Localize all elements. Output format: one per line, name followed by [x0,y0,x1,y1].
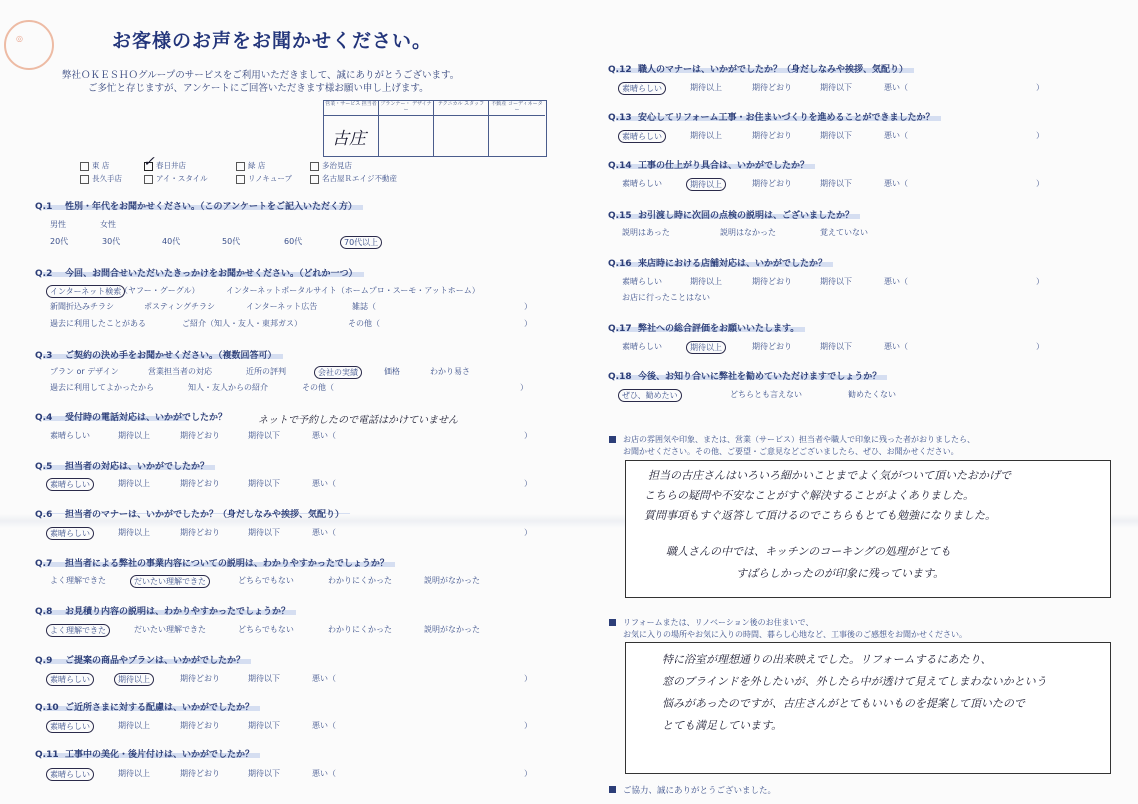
rating-as-expected[interactable]: 期待どおり [180,479,220,488]
question-q6 [35,507,344,520]
rating-below[interactable]: 期待以下 [820,83,852,92]
rating-bad[interactable]: 悪い（ [884,131,908,140]
question-text: 性別・年代をお聞かせください。（このアンケートをご記入いただく方） [65,202,357,212]
rating-bad[interactable]: 悪い（ [312,528,336,537]
rating-above[interactable]: 期待以上 [118,528,150,537]
rating-bad[interactable]: 悪い（ [312,431,336,440]
question-number: Q.11 [35,750,59,760]
intro-line-1: 弊社ＯＫＥＳＨＯグループのサービスをご利用いただきまして、誠にありがとうございます。 [62,70,460,81]
rating-below[interactable]: 期待以下 [820,342,852,351]
store-checkbox[interactable] [80,162,89,171]
staff-header-planner: プランナー・ デザイナー [379,101,434,115]
question-q13 [608,110,935,123]
q4-handwritten-note: ネットで予約したので電話はかけていません [258,415,458,426]
rating-excellent-selected[interactable]: 素晴らしい [618,82,666,95]
rating-above[interactable]: 期待以上 [118,431,150,440]
question-q4 [35,410,227,423]
thanks-label: ご協力、誠にありがとうございました。 [623,786,777,796]
store-label: 緑 店 [248,161,266,170]
store-checkbox[interactable] [236,162,245,171]
option-age[interactable]: 20代 [50,237,69,246]
option-internet-search[interactable]: インターネット検索 [46,285,125,298]
rating-excellent-selected[interactable]: 素晴らしい [46,768,94,781]
comment1-line: すばらしかったのが印象に残っています。 [736,567,945,580]
rating-below[interactable]: 期待以下 [248,479,280,488]
rating-bad[interactable]: 悪い（ [884,83,908,92]
store-label: 東 店 [92,161,110,170]
comment1-box[interactable] [625,460,1111,598]
staff-cell-planner [379,115,434,157]
rating-as-expected[interactable]: 期待どおり [180,769,220,778]
option-sales-response[interactable]: 営業担当者の対応 [148,367,212,376]
paren-close: ） [524,319,532,328]
option-understood-well-selected[interactable]: よく理解できた [46,624,110,637]
paren-close: ） [1036,277,1044,286]
paren-close: ） [524,769,532,778]
question-text: 工事中の美化・後片付けは、いかがでしたか？ [65,750,255,760]
rating-bad[interactable]: 悪い（ [884,342,908,351]
option-female[interactable]: 女性 [100,220,116,229]
question-text: 担当者による弊社の事業内容についての説明は、わかりやすかったでしょうか？ [65,559,389,569]
question-q11 [35,747,254,760]
option-not-explained[interactable]: 説明はなかった [720,228,776,237]
rating-above[interactable]: 期待以上 [690,83,722,92]
question-number: Q.7 [35,559,53,569]
rating-as-expected[interactable]: 期待どおり [752,277,792,286]
question-number: Q.18 [608,372,632,382]
question-q10 [35,700,254,713]
option-price[interactable]: 価格 [384,367,400,376]
question-text: 来店時における店舗対応は、いかがでしたか？ [638,259,828,269]
paren-close: ） [524,302,532,311]
rating-excellent[interactable]: 素晴らしい [622,277,662,286]
option-posting[interactable]: ポスティングチラシ [144,302,216,311]
comment2-line: 窓のブラインドを外したいが、外したら中が透けて見えてしまわないかという [662,675,1047,688]
comment2-line: 特に浴室が理想通りの出来映えでした。リフォームするにあたり、 [662,653,992,666]
rating-excellent-selected[interactable]: 素晴らしい [46,673,94,686]
question-number: Q.6 [35,510,53,520]
option-age[interactable]: 60代 [284,237,303,246]
question-q8 [35,604,290,617]
comment1-line: 職人さんの中では、キッチンのコーキングの処理がとても [666,545,951,558]
rating-as-expected[interactable]: 期待どおり [752,342,792,351]
paren-close: ） [524,721,532,730]
rating-as-expected[interactable]: 期待どおり [180,528,220,537]
option-hard[interactable]: わかりにくかった [328,625,392,634]
rating-above-selected[interactable]: 期待以上 [114,673,154,686]
question-number: Q.1 [35,202,53,212]
rating-below[interactable]: 期待以下 [248,674,280,683]
question-text: 担当者のマナーは、いかがでしたか？（身だしなみや挨拶、気配り） [65,510,345,520]
rating-above[interactable]: 期待以上 [690,277,722,286]
question-text: 安心してリフォーム工事・お住まいづくりを進めることができましたか？ [638,113,935,123]
question-number: Q.14 [608,161,632,171]
staff-cell-sales [324,115,379,157]
rating-bad[interactable]: 悪い（ [312,721,336,730]
question-number: Q.10 [35,703,59,713]
rating-bad[interactable]: 悪い（ [884,277,908,286]
question-text: 担当者の対応は、いかがでしたか？ [65,462,210,472]
question-text: お見積り内容の説明は、わかりやすかったでしょうか？ [65,607,291,617]
option-referral[interactable]: ご紹介（知人・友人・東邦ガス） [182,319,302,328]
option-friend-referral[interactable]: 知人・友人からの紹介 [188,383,268,392]
rating-above-selected[interactable]: 期待以上 [686,178,726,191]
store-checkbox[interactable] [236,175,245,184]
option-reputation[interactable]: 近所の評判 [246,367,286,376]
question-q14 [608,158,809,171]
store-checkbox[interactable] [144,175,153,184]
question-number: Q.16 [608,259,632,269]
option-neutral[interactable]: どちらでもない [238,625,294,634]
option-no-explanation[interactable]: 説明がなかった [424,625,480,634]
option-male[interactable]: 男性 [50,220,66,229]
option-no-explanation[interactable]: 説明がなかった [424,576,480,585]
option-past-good[interactable]: 過去に利用してよかったから [50,383,154,392]
rating-above-selected[interactable]: 期待以上 [686,341,726,354]
stamp-mark: ◎ [16,34,23,43]
question-text: 工事の仕上がり具合は、いかがでしたか？ [638,161,810,171]
rating-below[interactable]: 期待以下 [820,179,852,188]
option-internet-ad[interactable]: インターネット広告 [246,302,318,311]
comment1-line: 質問事項もすぐ返答して頂けるのでこちらもとても勉強になりました。 [644,509,996,522]
option-past-use[interactable]: 過去に利用したことがある [50,319,146,328]
option-not-recommend[interactable]: 勧めたくない [848,390,896,399]
question-text: ご契約の決め手をお聞かせください。（複数回答可） [65,351,277,361]
option-understood-well[interactable]: よく理解できた [50,576,106,585]
option-other[interactable]: その他（ [302,383,334,392]
staff-name: 古庄 [332,129,366,149]
question-q1 [35,199,357,212]
option-company-record-selected[interactable]: 会社の実績 [314,366,362,379]
rating-bad[interactable]: 悪い（ [884,179,908,188]
comment2-line: とても満足しています。 [662,719,783,732]
rating-excellent[interactable]: 素晴らしい [622,179,662,188]
paren-close: ） [1036,342,1044,351]
question-q12 [608,62,908,75]
paren-close: ） [524,431,532,440]
question-q15 [608,208,854,221]
staff-header-realestate: 不動産 コーディネーター [491,101,543,113]
option-never-visited[interactable]: お店に行ったことはない [622,293,710,302]
paren-close: ） [524,479,532,488]
rating-as-expected[interactable]: 期待どおり [752,179,792,188]
page-title: お客様のお声をお聞かせください。 [112,30,433,52]
option-age[interactable]: 30代 [102,237,121,246]
option-dont-remember[interactable]: 覚えていない [820,228,868,237]
question-q18 [608,369,881,382]
question-number: Q.5 [35,462,53,472]
rating-above[interactable]: 期待以上 [118,769,150,778]
store-checkbox[interactable] [80,175,89,184]
rating-excellent-selected[interactable]: 素晴らしい [46,527,94,540]
option-neutral[interactable]: どちらでもない [238,576,294,585]
store-stamp [4,20,54,70]
section-bullet-icon [609,786,616,793]
comment2-label-line2: お気に入りの場所やお気に入りの時間、暮らし心地など、工事後のご感想をお聞かせください。 [623,630,967,639]
staff-table [323,100,547,157]
comment1-label-line2: お聞かせください。その他、ご要望・ご意見などございましたら、ぜひ、お聞かせください。 [623,447,959,456]
option-explained[interactable]: 説明はあった [622,228,670,237]
rating-below[interactable]: 期待以下 [248,769,280,778]
store-label: 春日井店 [156,161,186,170]
option-mostly-understood[interactable]: だいたい理解できた [134,625,206,634]
rating-excellent-selected[interactable]: 素晴らしい [618,130,666,143]
rating-excellent-selected[interactable]: 素晴らしい [46,478,94,491]
question-q16 [608,256,827,269]
option-clarity[interactable]: わかり易さ [430,367,470,376]
intro-line-2: ご多忙と存じますが、アンケートにご回答いただきます様お願い申し上げます。 [88,83,429,94]
question-text: 職人のマナーは、いかがでしたか？（身だしなみや挨拶、気配り） [638,65,909,75]
store-label: 長久手店 [92,174,122,183]
rating-above[interactable]: 期待以上 [690,131,722,140]
section-bullet-icon [609,436,616,443]
rating-bad[interactable]: 悪い（ [312,769,336,778]
rating-below[interactable]: 期待以下 [248,431,280,440]
option-plan-design[interactable]: プラン or デザイン [50,367,119,376]
rating-as-expected[interactable]: 期待どおり [752,83,792,92]
rating-above[interactable]: 期待以上 [118,721,150,730]
question-number: Q.2 [35,269,53,279]
rating-below[interactable]: 期待以下 [820,277,852,286]
option-hard[interactable]: わかりにくかった [328,576,392,585]
paren-close: ） [1036,83,1044,92]
store-checkbox[interactable] [310,162,319,171]
rating-excellent-selected[interactable]: 素晴らしい [46,720,94,733]
rating-excellent[interactable]: 素晴らしい [622,342,662,351]
rating-bad[interactable]: 悪い（ [312,674,336,683]
option-magazine[interactable]: 雑誌（ [352,302,376,311]
paren-close: ） [1036,179,1044,188]
question-number: Q.15 [608,211,632,221]
question-text: 弊社への総合評価をお願いいたします。 [638,324,800,334]
question-q17 [608,321,799,334]
question-number: Q.13 [608,113,632,123]
store-checkbox[interactable] [310,175,319,184]
rating-excellent[interactable]: 素晴らしい [50,431,90,440]
question-q2 [35,266,358,279]
staff-header-technical: テクニカル スタッフ [434,101,489,115]
paren-close: ） [520,383,528,392]
question-text: 今後、お知り合いに弊社を勧めていただけますでしょうか？ [638,372,882,382]
paren-close: ） [524,528,532,537]
option-age-selected[interactable]: 70代以上 [340,236,382,249]
comment2-line: 悩みがあったのですが、古庄さんがとてもいいものを提案して頂いたので [662,697,1025,710]
question-text: ご提案の商品やプランは、いかがでしたか？ [65,656,246,666]
question-number: Q.3 [35,351,53,361]
option-portal-site[interactable]: インターネットポータルサイト（ホームプロ・スーモ・アットホーム） [226,286,480,295]
rating-below[interactable]: 期待以下 [248,721,280,730]
option-age[interactable]: 50代 [222,237,241,246]
rating-as-expected[interactable]: 期待どおり [752,131,792,140]
question-text: 今回、お問合せいただいたきっかけをお聞かせください。（どれか一つ） [65,269,358,279]
rating-below[interactable]: 期待以下 [248,528,280,537]
section-bullet-icon [609,619,616,626]
option-recommend-selected[interactable]: ぜひ、勧めたい [618,389,682,402]
rating-as-expected[interactable]: 期待どおり [180,431,220,440]
option-age[interactable]: 40代 [162,237,181,246]
store-label: アイ・スタイル [156,174,208,183]
comment1-line: 担当の古庄さんはいろいろ細かいことまでよく気がついて頂いたおかげで [648,469,1011,482]
rating-above[interactable]: 期待以上 [118,479,150,488]
question-text: ご近所さまに対する配慮は、いかがでしたか？ [65,703,255,713]
option-flyer[interactable]: 新聞折込みチラシ [50,302,114,311]
store-label: 多治見店 [322,161,352,170]
staff-header-sales: 営業・サービス 担当者 [324,101,379,115]
store-label: 名古屋Ｒエイジ不動産 [322,174,397,183]
rating-below[interactable]: 期待以下 [820,131,852,140]
question-q3 [35,348,277,361]
store-label: リノキューブ [248,174,293,183]
option-undecided[interactable]: どちらとも言えない [730,390,802,399]
paren-close: ） [1036,131,1044,140]
question-number: Q.8 [35,607,53,617]
option-internet-search-note: （ヤフー・グーグル） [120,286,200,295]
rating-as-expected[interactable]: 期待どおり [180,721,220,730]
question-text: 受付時の電話対応は、いかがでしたか？ [65,413,228,423]
question-number: Q.17 [608,324,632,334]
paren-close: ） [524,674,532,683]
staff-cell-realestate [489,115,545,157]
comment2-label-line1: リフォームまたは、リノベーション後のお住まいで、 [623,618,814,627]
question-number: Q.9 [35,656,53,666]
rating-as-expected[interactable]: 期待どおり [180,674,220,683]
question-number: Q.12 [608,65,632,75]
question-q5 [35,459,209,472]
comment1-line: こちらの疑問や不安なことがすぐ解決することがよくありました。 [644,489,974,502]
checkmark-icon: ✓ [143,154,155,170]
staff-cell-technical [434,115,489,157]
question-q7 [35,556,389,569]
comment2-box[interactable] [625,642,1111,774]
comment1-label-line1: お店の雰囲気や印象、または、営業（サービス）担当者や職人で印象に残った者がおりましたら、 [623,435,975,444]
option-mostly-understood-selected[interactable]: だいたい理解できた [130,575,210,588]
question-number: Q.4 [35,413,53,423]
question-q9 [35,653,245,666]
option-other[interactable]: その他（ [348,319,380,328]
question-text: お引渡し時に次回の点検の説明は、ございましたか？ [638,211,855,221]
rating-bad[interactable]: 悪い（ [312,479,336,488]
